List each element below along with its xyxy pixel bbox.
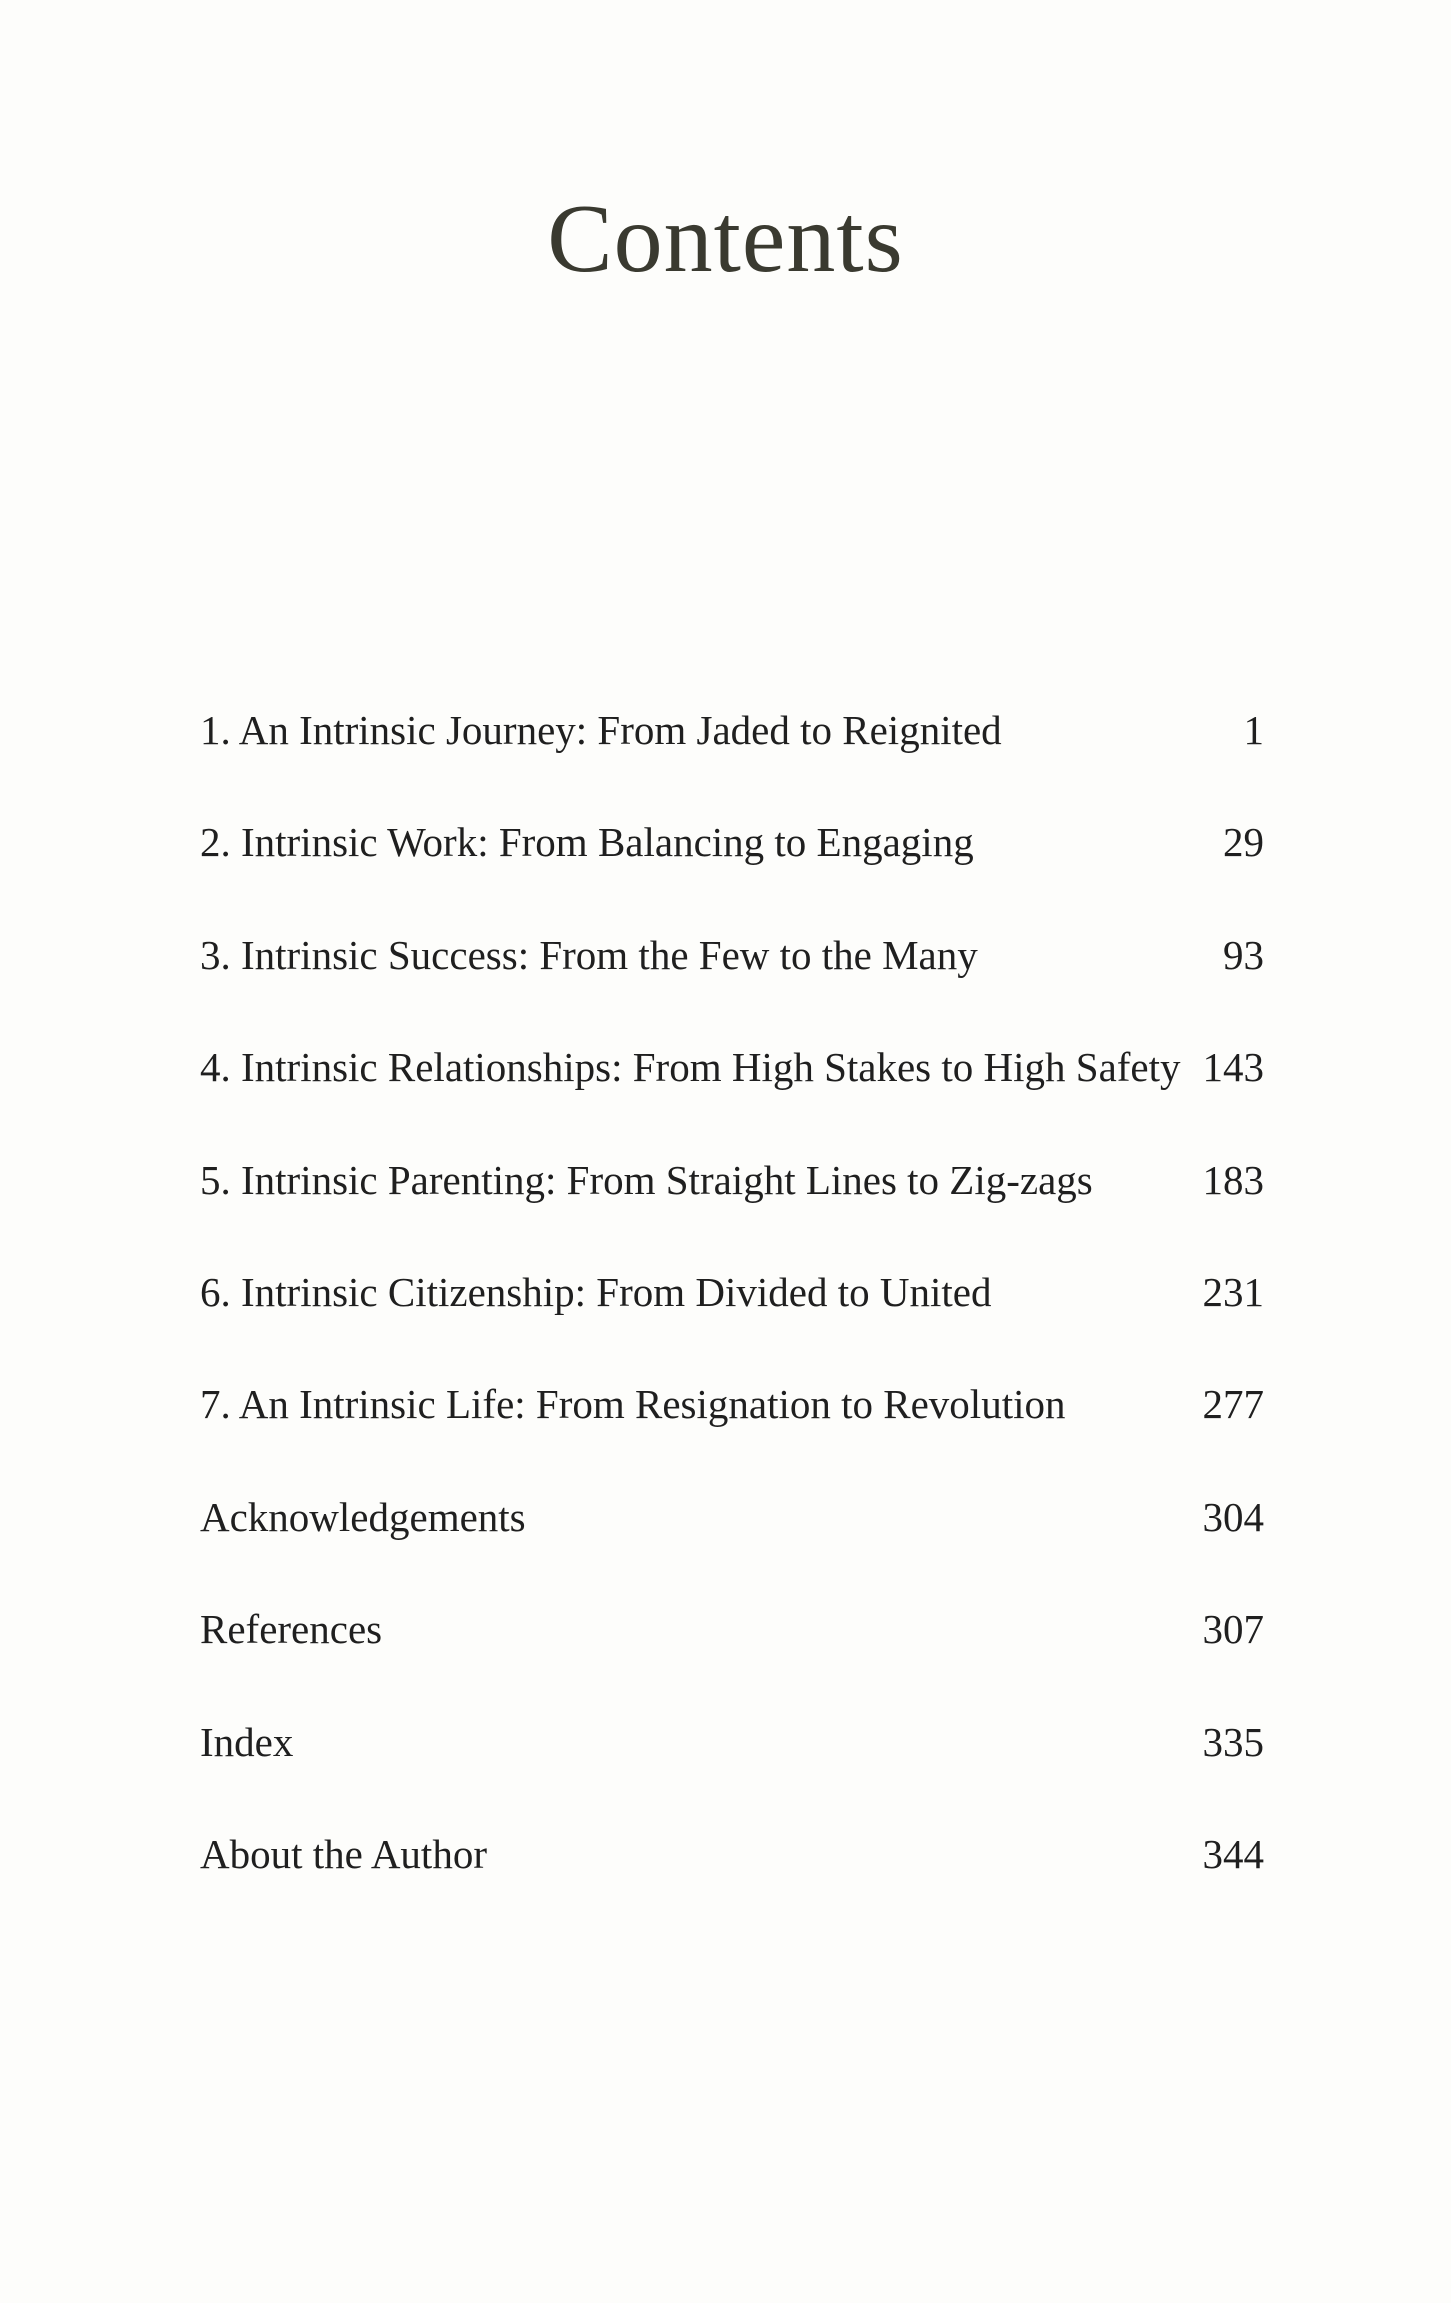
toc-entry-chapter-4[interactable] — [200, 1044, 1264, 1159]
page-title: Contents — [547, 185, 904, 293]
toc-entry-page-number: 143 — [1202, 1044, 1264, 1091]
toc-entry-about-the-author[interactable] — [200, 1830, 1264, 1946]
toc-entry-label: 2. Intrinsic Work: From Balancing to Engaging — [200, 819, 974, 866]
toc-entry-references[interactable] — [200, 1606, 1264, 1721]
toc-entry-label: 1. An Intrinsic Journey: From Jaded to Reignited — [200, 707, 1002, 753]
toc-entry-chapter-7[interactable] — [200, 1381, 1264, 1496]
toc-entry-label: 5. Intrinsic Parenting: From Straight Lines to Zig-zags — [200, 1156, 1093, 1203]
toc-entry-page-number: 304 — [1202, 1493, 1264, 1540]
toc-entry-label: 6. Intrinsic Citizenship: From Divided to United — [200, 1268, 992, 1315]
toc-entry-page-number: 183 — [1202, 1156, 1264, 1203]
toc-entry-chapter-6[interactable] — [200, 1268, 1264, 1384]
toc-entry-index[interactable] — [200, 1718, 1264, 1834]
toc-entry-page-number: 1 — [1243, 707, 1264, 753]
toc-entry-page-number: 93 — [1223, 931, 1264, 978]
toc-entry-label: About the Author — [200, 1830, 487, 1877]
toc-entry-chapter-3[interactable] — [200, 931, 1264, 1047]
toc-entry-label: References — [200, 1606, 383, 1653]
toc-entry-label: 4. Intrinsic Relationships: From High Stakes to High Safety — [200, 1044, 1181, 1091]
toc-entry-page-number: 307 — [1202, 1606, 1264, 1653]
toc-entry-chapter-2[interactable] — [200, 819, 1264, 934]
toc-entry-page-number: 29 — [1223, 819, 1264, 866]
toc-entry-page-number: 344 — [1202, 1830, 1264, 1877]
toc-entry-page-number: 277 — [1202, 1381, 1264, 1428]
toc-entry-acknowledgements[interactable] — [200, 1493, 1264, 1609]
toc-entry-label: 7. An Intrinsic Life: From Resignation to Revolution — [200, 1381, 1066, 1428]
toc-entry-page-number: 231 — [1202, 1268, 1264, 1315]
toc-entry-chapter-1[interactable] — [200, 707, 1264, 822]
table-of-contents — [200, 707, 1264, 1946]
toc-entry-label: 3. Intrinsic Success: From the Few to the Many — [200, 931, 978, 978]
toc-entry-label: Acknowledgements — [200, 1493, 526, 1540]
toc-entry-chapter-5[interactable] — [200, 1156, 1264, 1272]
toc-entry-page-number: 335 — [1202, 1718, 1264, 1765]
toc-entry-label: Index — [200, 1718, 294, 1765]
